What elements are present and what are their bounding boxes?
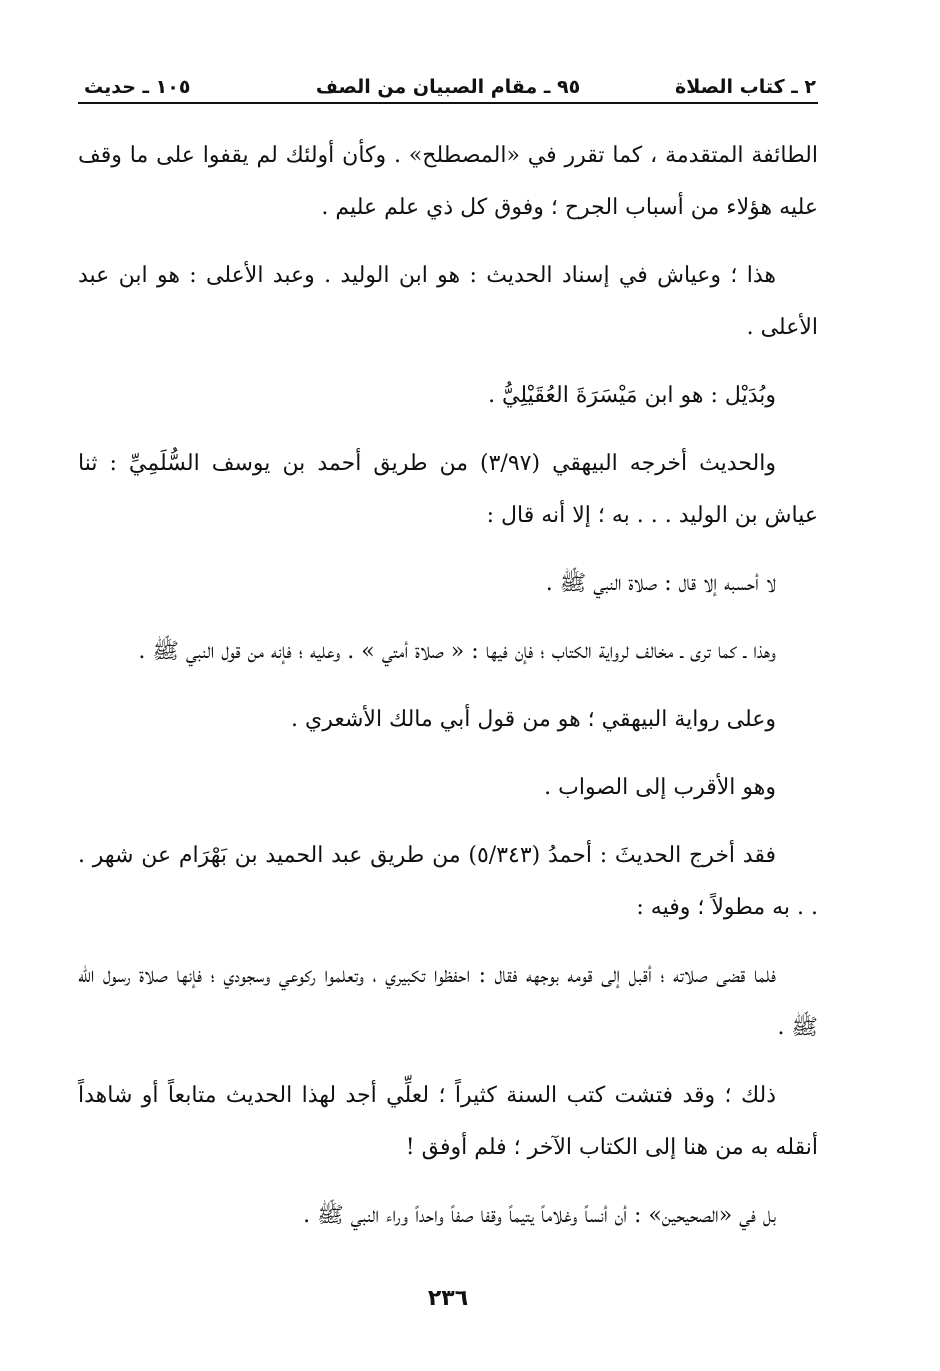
section-title: ٩٥ ـ مقام الصبيان من الصف bbox=[315, 76, 581, 98]
paragraph-8: وهو الأقرب إلى الصواب . bbox=[544, 775, 776, 800]
running-header bbox=[78, 68, 818, 104]
page-body bbox=[78, 130, 818, 1258]
paragraph-1: الطائفة المتقدمة ، كما تقرر في «المصطلح» . وكأن أولئك لم يقفوا على ما وقف عليه هؤلاء من أسباب الجرح ؛ وفوق كل ذي علم عليم . bbox=[78, 143, 818, 220]
paragraph-11: ذلك ؛ وقد فتشت كتب السنة كثيراً ؛ لعلِّي أجد لهذا الحديث متابعاً أو شاهداً أنقله به من هنا إلى الكتاب الآخر ؛ فلم أوفق ! bbox=[78, 1083, 818, 1160]
paragraph-5: لا أحسبه إلا قال : صلاة النبي ﷺ . bbox=[545, 571, 776, 596]
page-number: ٢٣٦ bbox=[427, 1286, 469, 1311]
paragraph-12: بل في «الصحيحين» : أن أنساً وغلاماً يتيماً وقفا صفاً واحداً وراء النبي ﷺ . bbox=[303, 1203, 776, 1228]
paragraph-10: فلما قضى صلاته ؛ أقبل إلى قومه بوجهه فقال : احفظوا تكبيري ، وتعلموا ركوعي وسجودي ؛ فإنها صلاة رسول الله ﷺ . bbox=[78, 963, 818, 1040]
paragraph-6: وهذا ـ كما ترى ـ مخالف لرواية الكتاب ؛ فإن فيها : « صلاة أمتي » . وعليه ؛ فإنه من قول النبي ﷺ . bbox=[138, 639, 776, 664]
paragraph-3: وبُدَيْل : هو ابن مَيْسَرَةَ العُقَيْلِيُّ . bbox=[488, 383, 776, 408]
book-page bbox=[78, 68, 818, 1328]
paragraph-4: والحديث أخرجه البيهقي (٣/٩٧) من طريق أحمد بن يوسف السُّلَمِيِّ : ثنا عياش بن الوليد . . . به ؛ إلا أنه قال : bbox=[78, 451, 818, 528]
hadith-number: ١٠٥ ـ حديث bbox=[84, 76, 191, 98]
paragraph-7: وعلى رواية البيهقي ؛ هو من قول أبي مالك الأشعري . bbox=[291, 707, 776, 732]
chapter-title: ٢ ـ كتاب الصلاة bbox=[675, 76, 816, 98]
paragraph-9: فقد أخرج الحديثَ : أحمدُ (٥/٣٤٣) من طريق عبد الحميد بن بَهْرَام عن شهر . . . به مطولاً ؛ وفيه : bbox=[78, 843, 818, 920]
paragraph-2: هذا ؛ وعياش في إسناد الحديث : هو ابن الوليد . وعبد الأعلى : هو ابن عبد الأعلى . bbox=[78, 263, 818, 340]
